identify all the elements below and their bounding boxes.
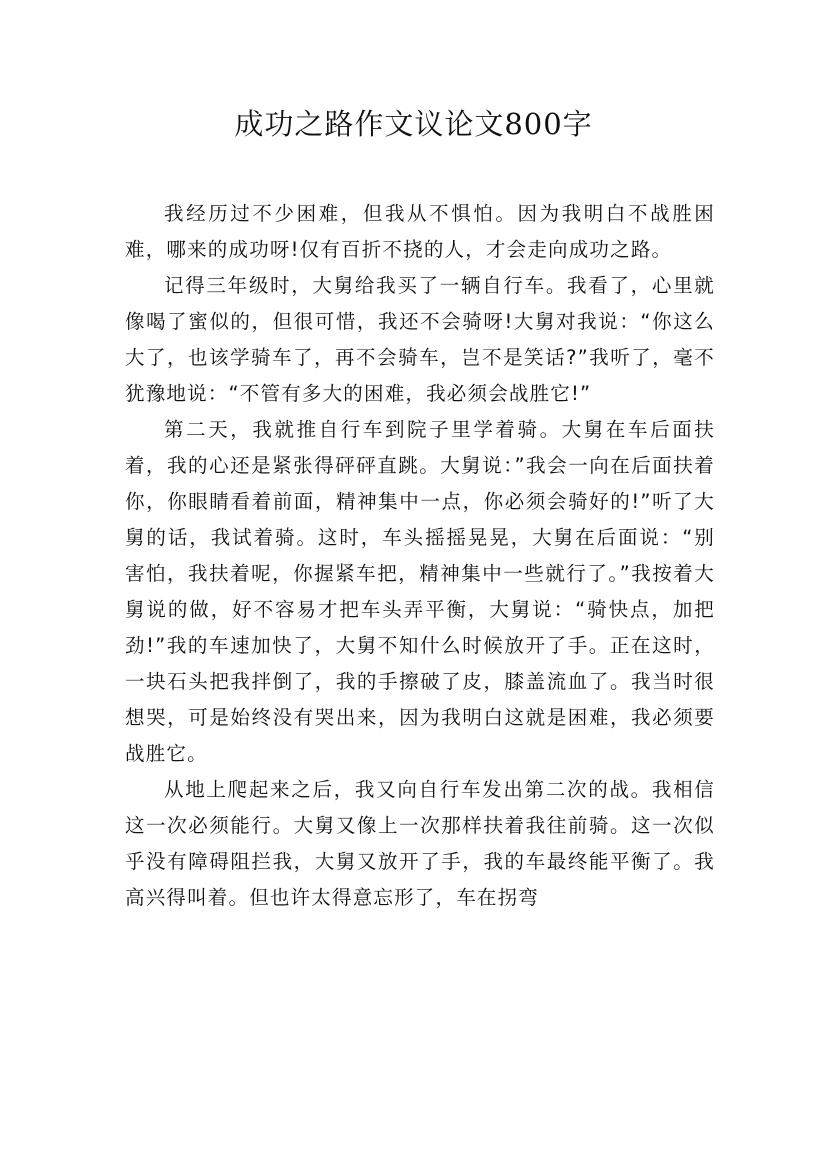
document-title: 成功之路作文议论文800字 bbox=[234, 107, 593, 141]
document-body bbox=[125, 196, 715, 916]
paragraph-1: 我经历过不少困难，但我从不惧怕。因为我明白不战胜困难，哪来的成功呀!仅有百折不挠的人，才会走向成功之路。 bbox=[125, 202, 715, 261]
paragraph-3: 第二天，我就推自行车到院子里学着骑。大舅在车后面扶着，我的心还是紧张得砰砰直跳。大舅说：”我会一向在后面扶着你，你眼睛看着前面，精神集中一点，你必须会骑好的!”听了大舅的话，我试着骑。这时，车头摇摇晃晃，大舅在后面说：“别害怕，我扶着呢，你握紧车把，精神集中一些就行了。”我按着大舅说的做，好不容易才把车头弄平衡，大舅说：“骑快点，加把劲!”我的车速加快了，大舅不知什么时候放开了手。正在这时，一块石头把我拌倒了，我的手擦破了皮，膝盖流血了。我当时很想哭，可是始终没有哭出来，因为我明白这就是困难，我必须要战胜它。 bbox=[125, 418, 715, 765]
paragraph-2: 记得三年级时，大舅给我买了一辆自行车。我看了，心里就像喝了蜜似的，但很可惜，我还不会骑呀!大舅对我说：“你这么大了，也该学骑车了，再不会骑车，岂不是笑话?”我听了，毫不犹豫地说：“不管有多大的困难，我必须会战胜它!” bbox=[125, 274, 715, 405]
paragraph-4: 从地上爬起来之后，我又向自行车发出第二次的战。我相信这一次必须能行。大舅又像上一次那样扶着我往前骑。这一次似乎没有障碍阻拦我，大舅又放开了手，我的车最终能平衡了。我高兴得叫着。但也许太得意忘形了，车在拐弯 bbox=[125, 778, 715, 909]
